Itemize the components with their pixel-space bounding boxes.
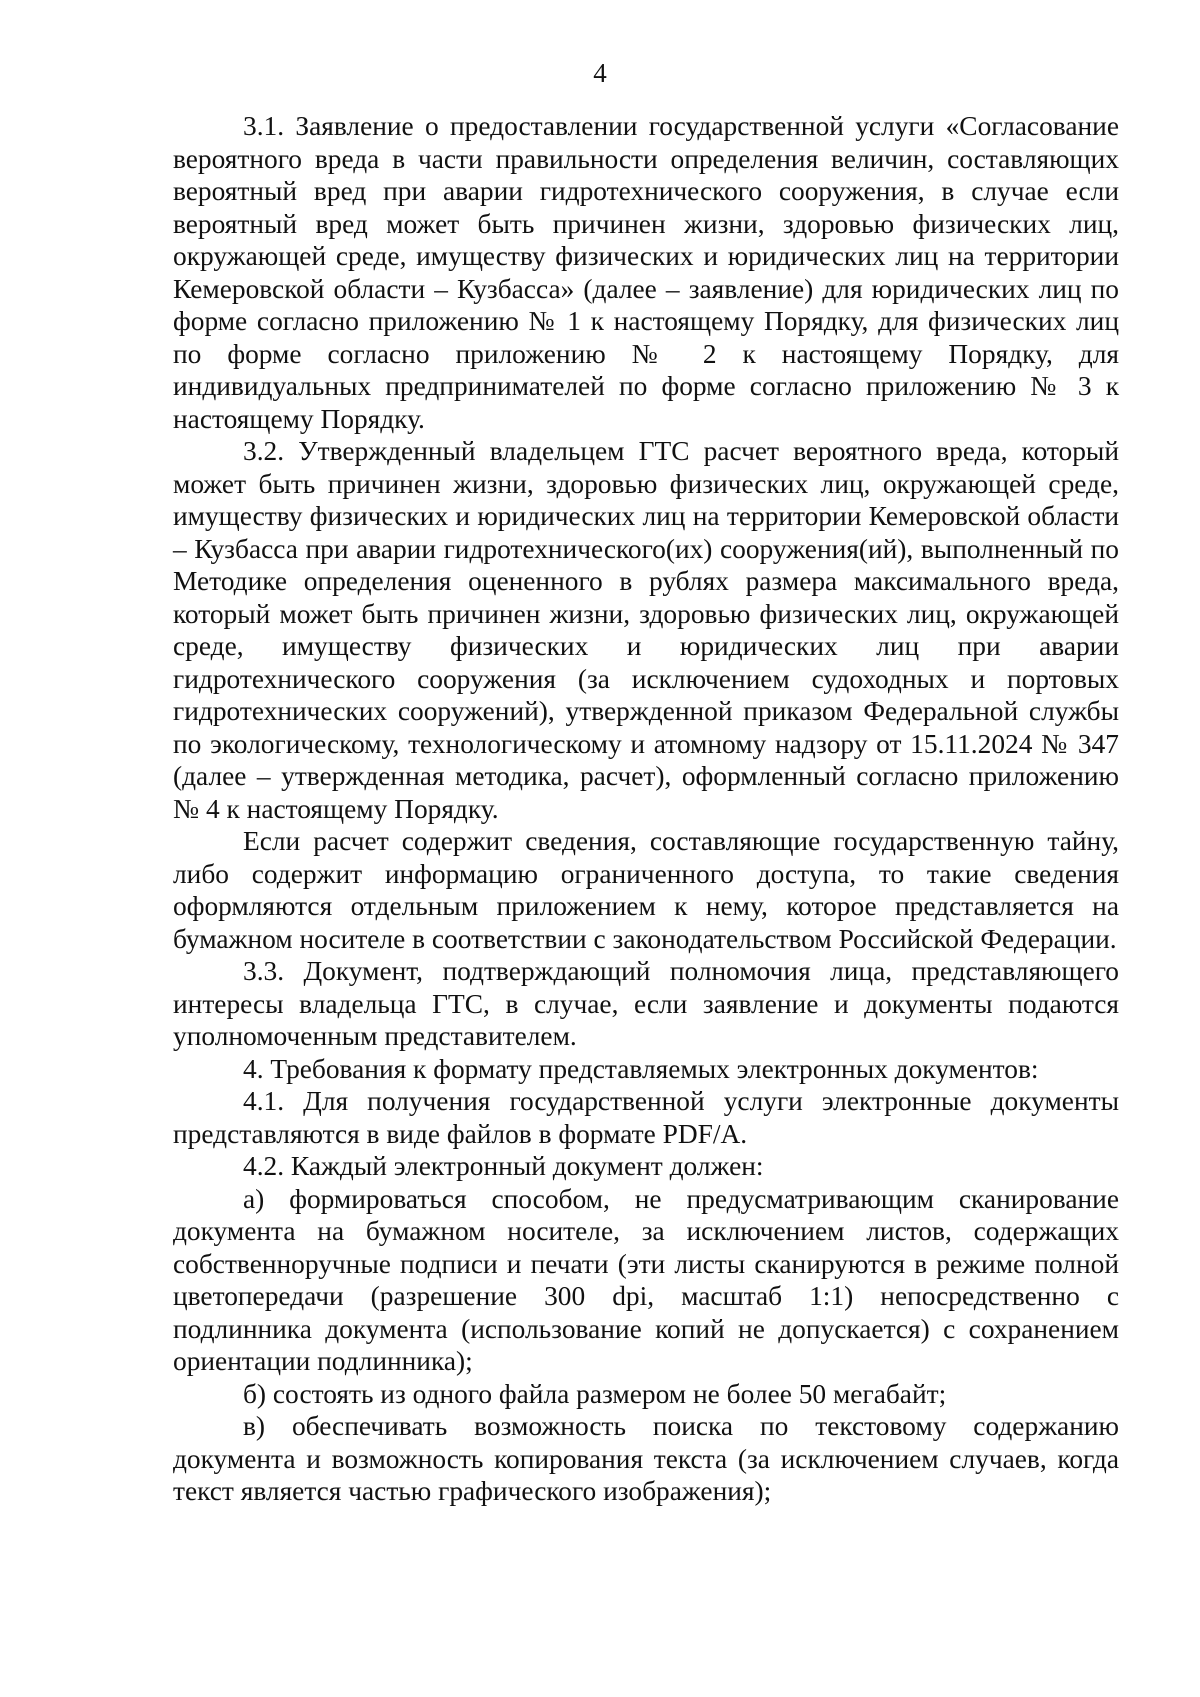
paragraph-3-2-calculation: 3.2. Утвержденный владельцем ГТС расчет вероятного вреда, который может быть причинен жизни, здоровью физических лиц, окружающей среде, имуществу физических и юридических лиц на территории Кемеровской области – Кузбасса при аварии гидротехнического(их) сооружения(ий), выполненный по Методике определения оцененного в рублях размера максимального вреда, который может быть причинен жизни, здоровью физических лиц, окружающей среде, имуществу физических и юридических лиц при аварии гидротехнического сооружения (за исключением судоходных и портовых гидротехнических сооружений), утвержденной приказом Федеральной службы по экологическому, технологическому и атомному надзору от 15.11.2024 № 347 (далее – утвержденная методика, расчет), оформленный согласно приложению № 4 к настоящему Порядку. [173,436,1119,824]
page-number: 4 [593,58,607,88]
paragraph-3-3-authority-document: 3.3. Документ, подтверждающий полномочия лица, представляющего интересы владельца ГТС, в случае, если заявление и документы подаются уполномоченным представителем. [173,956,1119,1051]
paragraph-3-1-application: 3.1. Заявление о предоставлении государственной услуги «Согласование вероятного вреда в части правильности определения величин, составляющих вероятный вред при аварии гидротехнического сооружения, в случае если вероятный вред может быть причинен жизни, здоровью физических лиц, окружающей среде, имуществу физических и юридических лиц на территории Кемеровской области – Кузбасса» (далее – заявление) для юридических лиц по форме согласно приложению № 1 к настоящему Порядку, для физических лиц по форме согласно приложению № 2 к настоящему Порядку, для индивидуальных предпринимателей по форме согласно приложению № 3 к настоящему Порядку. [173,111,1119,434]
paragraph-item-v-text-search: в) обеспечивать возможность поиска по текстовому содержанию документа и возможность копирования текста (за исключением случаев, когда текст является частью графического изображения); [173,1411,1119,1506]
paragraph-item-a-scanning: а) формироваться способом, не предусматривающим сканирование документа на бумажном носителе, за исключением листов, содержащих собственноручные подписи и печати (эти листы сканируются в режиме полной цветопередачи (разрешение 300 dpi, масштаб 1:1) непосредственно с подлинника документа (использование копий не допускается) с сохранением ориентации подлинника); [173,1183,1119,1376]
paragraph-4-1-pdf-format: 4.1. Для получения государственной услуги электронные документы представляются в виде файлов в формате PDF/A. [173,1086,1119,1149]
paragraph-classified-info: Если расчет содержит сведения, составляющие государственную тайну, либо содержит информацию ограниченного доступа, то такие сведения оформляются отдельным приложением к нему, которое представляется на бумажном носителе в соответствии с законодательством Российской Федерации. [173,826,1119,954]
paragraph-4-format-requirements: 4. Требования к формату представляемых электронных документов: [243,1053,1039,1084]
paragraph-4-2-each-document: 4.2. Каждый электронный документ должен: [243,1151,764,1181]
document-body [173,110,1119,1508]
paragraph-item-b-file-size: б) состоять из одного файла размером не более 50 мегабайт; [243,1378,947,1409]
